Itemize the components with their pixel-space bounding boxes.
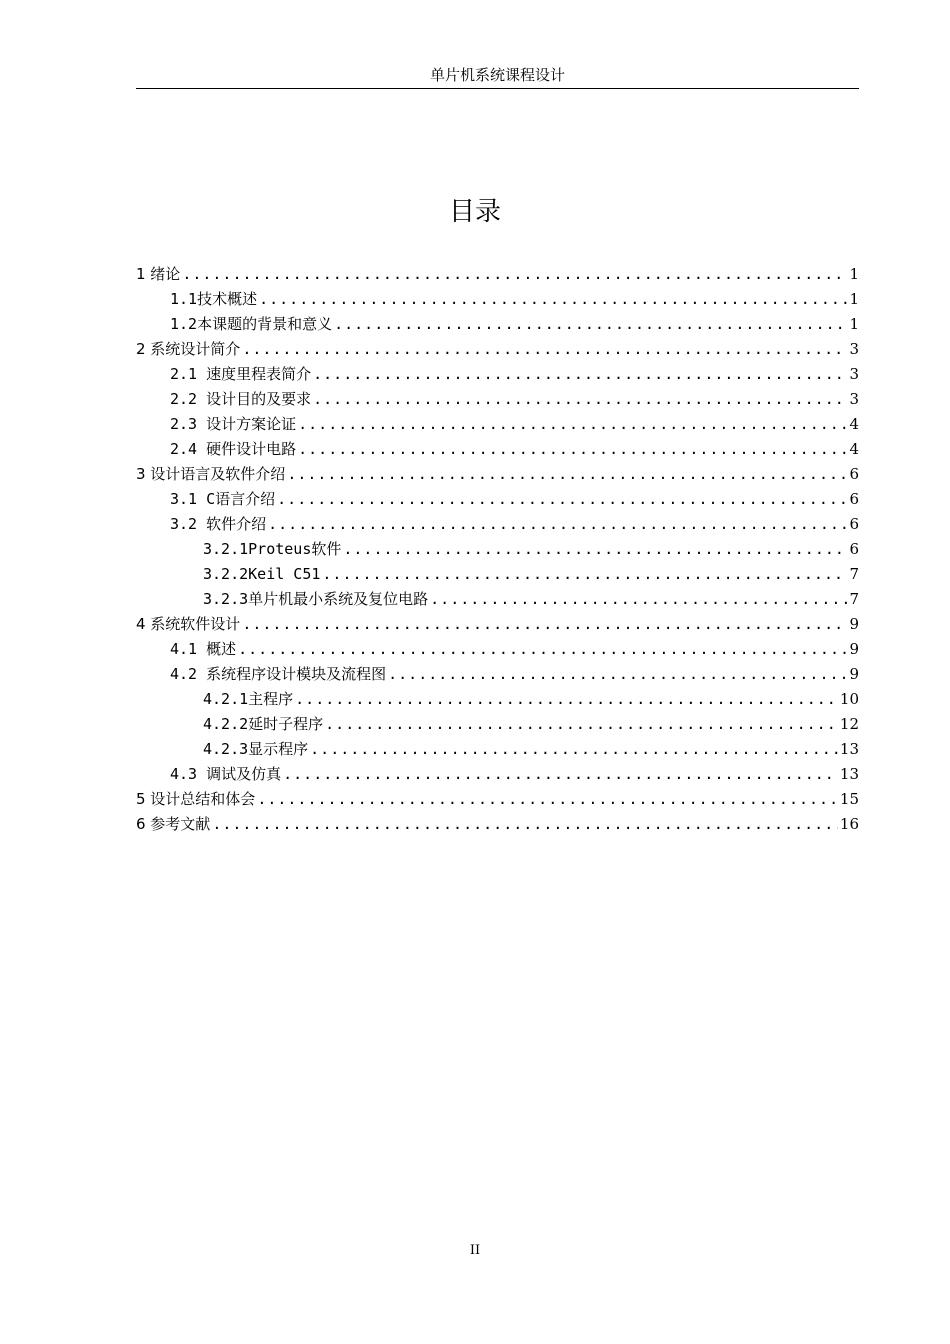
toc-entry[interactable] xyxy=(136,787,859,812)
toc-entry[interactable] xyxy=(136,487,859,512)
toc-dot-leader xyxy=(313,362,847,387)
toc-entry-page: 13 xyxy=(839,765,859,783)
toc-entry[interactable] xyxy=(136,287,859,312)
toc-dot-leader xyxy=(242,337,847,362)
toc-entry-label: 3.1 C语言介绍 xyxy=(170,490,276,508)
toc-entry-label: 2.4 硬件设计电路 xyxy=(170,440,297,458)
toc-dot-leader xyxy=(298,437,847,462)
toc-entry-label: 4.2 系统程序设计模块及流程图 xyxy=(170,665,387,683)
toc-entry-page: 1 xyxy=(849,290,859,308)
toc-entry[interactable] xyxy=(136,737,859,762)
toc-entry-page: 3 xyxy=(849,340,859,358)
toc-entry-page: 6 xyxy=(849,540,859,558)
toc-dot-leader xyxy=(334,312,847,337)
toc-entry-label: 2.1 速度里程表简介 xyxy=(170,365,312,383)
toc-entry[interactable] xyxy=(136,587,859,612)
header-title: 单片机系统课程设计 xyxy=(429,66,565,84)
toc-dot-leader xyxy=(257,787,838,812)
toc-entry-label: 3 设计语言及软件介绍 xyxy=(136,465,286,483)
toc-entry-page: 9 xyxy=(849,665,859,683)
toc-entry-page: 6 xyxy=(849,490,859,508)
toc-entry[interactable] xyxy=(136,362,859,387)
toc-entry-label: 4.3 调试及仿真 xyxy=(170,765,282,783)
toc-entry-label: 2 系统设计简介 xyxy=(136,340,241,358)
toc-entry[interactable] xyxy=(136,462,859,487)
toc-entry-label: 3.2.1Proteus软件 xyxy=(203,540,342,558)
page-footer xyxy=(0,1243,950,1258)
toc-entry-page: 4 xyxy=(849,415,859,433)
toc-entry-page: 6 xyxy=(849,515,859,533)
toc-dot-leader xyxy=(313,387,847,412)
toc-entry-page: 1 xyxy=(849,265,859,283)
toc-entry-page: 3 xyxy=(849,390,859,408)
footer-page-number: II xyxy=(469,1243,481,1258)
toc-entry-label: 6 参考文献 xyxy=(136,815,211,833)
toc-entry-page: 4 xyxy=(849,440,859,458)
toc-dot-leader xyxy=(242,612,847,637)
toc-dot-leader xyxy=(298,412,847,437)
toc-dot-leader xyxy=(283,762,838,787)
toc-entry-label: 2.2 设计目的及要求 xyxy=(170,390,312,408)
toc-entry-page: 7 xyxy=(849,590,859,608)
toc-entry-label: 4.2.3显示程序 xyxy=(203,740,309,758)
toc-entry-label: 4.2.1主程序 xyxy=(203,690,294,708)
toc-entry[interactable] xyxy=(136,537,859,562)
toc-entry-label: 1.2本课题的背景和意义 xyxy=(170,315,333,333)
toc-entry-page: 9 xyxy=(849,615,859,633)
toc-dot-leader xyxy=(295,687,838,712)
toc-entry-label: 2.3 设计方案论证 xyxy=(170,415,297,433)
toc-entry-page: 9 xyxy=(849,640,859,658)
toc-entry[interactable] xyxy=(136,412,859,437)
toc-entry[interactable] xyxy=(136,687,859,712)
toc-dot-leader xyxy=(277,487,847,512)
toc-dot-leader xyxy=(268,512,847,537)
toc-entry[interactable] xyxy=(136,387,859,412)
toc-dot-leader xyxy=(259,287,847,312)
toc-entry[interactable] xyxy=(136,612,859,637)
toc-entry-page: 6 xyxy=(849,465,859,483)
toc-entry[interactable] xyxy=(136,637,859,662)
toc-dot-leader xyxy=(322,562,847,587)
toc-entry-label: 3.2.2Keil C51 xyxy=(203,565,321,583)
toc-entry-page: 10 xyxy=(839,690,859,708)
toc-entry-label: 4.2.2延时子程序 xyxy=(203,715,324,733)
toc-entry[interactable] xyxy=(136,312,859,337)
toc-entry-page: 7 xyxy=(849,565,859,583)
toc-entry[interactable] xyxy=(136,337,859,362)
toc-entry-page: 12 xyxy=(839,715,859,733)
toc-entry-label: 3.2.3单片机最小系统及复位电路 xyxy=(203,590,429,608)
toc-entry-label: 1.1技术概述 xyxy=(170,290,258,308)
toc-entry[interactable] xyxy=(136,712,859,737)
toc-entry-label: 5 设计总结和体会 xyxy=(136,790,256,808)
toc-entry[interactable] xyxy=(136,512,859,537)
toc-entry-page: 1 xyxy=(849,315,859,333)
toc-entry-label: 4 系统软件设计 xyxy=(136,615,241,633)
toc-dot-leader xyxy=(310,737,838,762)
toc-entry[interactable] xyxy=(136,812,859,837)
toc-dot-leader xyxy=(430,587,847,612)
toc-dot-leader xyxy=(212,812,838,837)
toc-dot-leader xyxy=(388,662,847,687)
toc-dot-leader xyxy=(182,262,847,287)
toc-entry-label: 4.1 概述 xyxy=(170,640,237,658)
toc-entry-label: 1 绪论 xyxy=(136,265,181,283)
toc-entry-page: 16 xyxy=(839,815,859,833)
toc-entry[interactable] xyxy=(136,662,859,687)
toc-entry[interactable] xyxy=(136,262,859,287)
table-of-contents xyxy=(136,262,859,837)
toc-dot-leader xyxy=(238,637,847,662)
toc-dot-leader xyxy=(287,462,847,487)
toc-dot-leader xyxy=(343,537,847,562)
toc-entry[interactable] xyxy=(136,562,859,587)
page-header xyxy=(136,64,859,89)
toc-entry[interactable] xyxy=(136,437,859,462)
toc-entry[interactable] xyxy=(136,762,859,787)
toc-title: 目录 xyxy=(448,197,501,227)
toc-entry-label: 3.2 软件介绍 xyxy=(170,515,267,533)
toc-entry-page: 3 xyxy=(849,365,859,383)
toc-dot-leader xyxy=(325,712,838,737)
toc-entry-page: 13 xyxy=(839,740,859,758)
toc-entry-page: 15 xyxy=(839,790,859,808)
